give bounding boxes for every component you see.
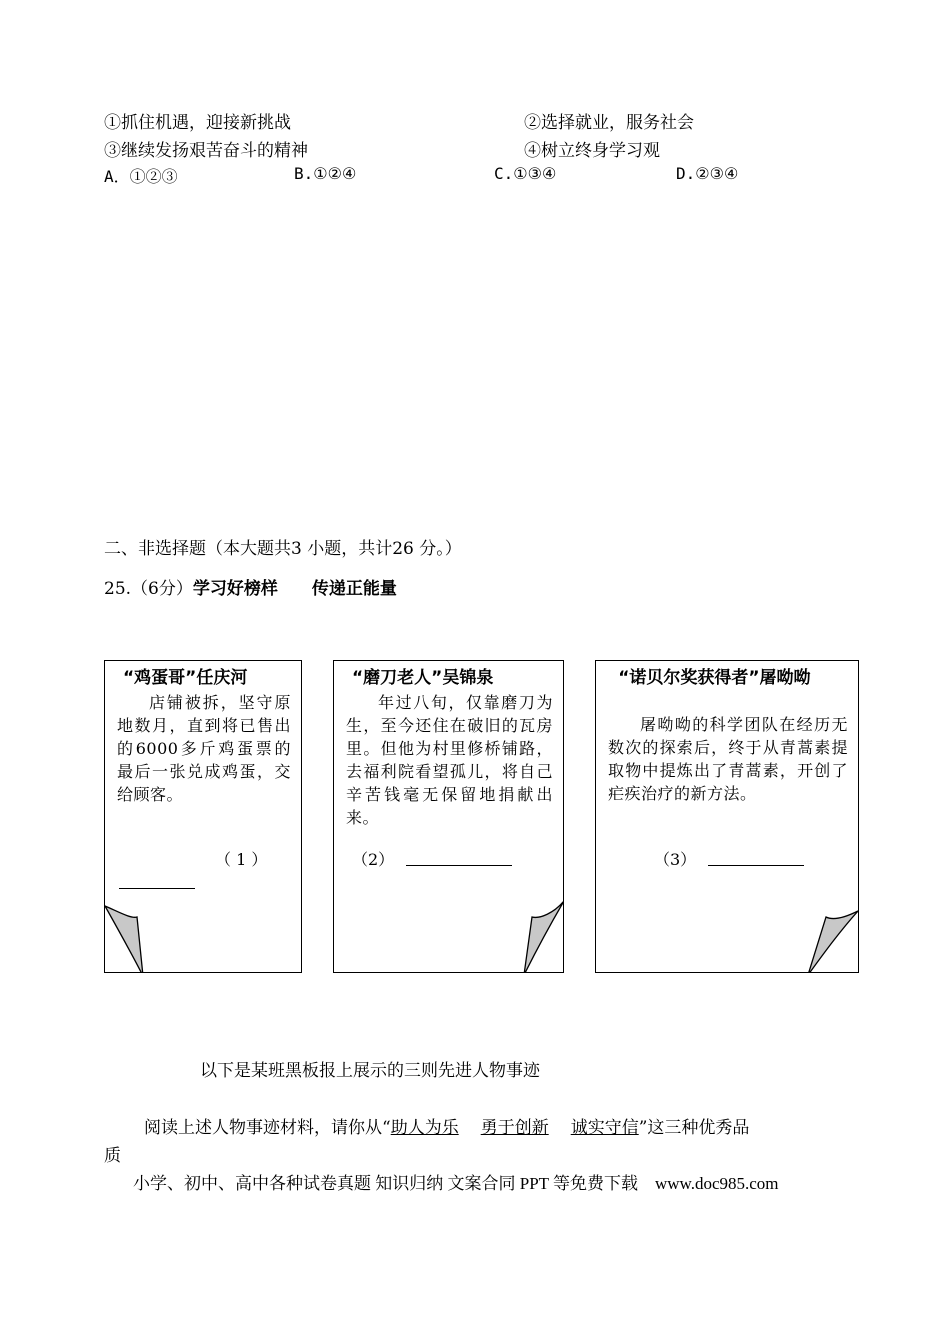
answer-blank-line[interactable]	[406, 864, 512, 866]
instruction-line	[144, 1113, 749, 1138]
option-4: ④树立终身学习观	[524, 141, 660, 161]
card-tu-youyou	[595, 660, 859, 973]
card-body: 屠呦呦的科学团队在经历无数次的探索后，终于从青蒿素提取物中提炼出了青蒿素，开创了疟疾治疗的新方法。	[608, 715, 848, 803]
page-curl-icon	[520, 899, 564, 973]
answer-a: A．①②③	[104, 167, 178, 186]
quality-honesty: 诚实守信	[570, 1118, 639, 1138]
card-title: “鸡蛋哥”任庆河	[123, 668, 248, 688]
answer-b: B.①②④	[294, 164, 357, 183]
card-wu-jinquan	[333, 660, 564, 973]
page-curl-icon	[806, 909, 859, 973]
option-2: ②选择就业，服务社会	[524, 113, 694, 133]
card-title: “磨刀老人”吴锦泉	[352, 668, 494, 688]
footer-text: 小学、初中、高中各种试卷真题 知识归纳 文案合同 PPT 等免费下载 www.doc985.com	[133, 1174, 779, 1193]
card-body: 年过八旬，仅靠磨刀为生，至今还住在破旧的瓦房里。但他为村里修桥铺路，去福利院看望孤儿，将自己辛苦钱毫无保留地捐献出来。	[346, 693, 553, 827]
option-1: ①抓住机遇，迎接新挑战	[104, 113, 291, 133]
option-3: ③继续发扬艰苦奋斗的精神	[104, 141, 308, 161]
answer-blank-line[interactable]	[708, 864, 804, 866]
instruction-suffix: ”这三种优秀品	[638, 1118, 750, 1138]
caption: 以下是某班黑板报上展示的三则先进人物事迹	[200, 1061, 540, 1081]
answer-d: D.②③④	[676, 164, 739, 183]
answer-blank-line[interactable]	[119, 887, 195, 889]
page-curl-icon	[104, 901, 153, 973]
instruction-wrap: 质	[104, 1146, 121, 1166]
answer-c: C.①③④	[494, 164, 557, 183]
card-ren-qinghe	[104, 660, 302, 973]
quality-innovation: 勇于创新	[480, 1118, 549, 1138]
question-25-heading	[104, 574, 397, 599]
answer-blank-label: （2）	[352, 850, 395, 869]
question-number: 25.（6分）	[104, 579, 193, 599]
card-title: “诺贝尔奖获得者”屠呦呦	[618, 668, 811, 688]
instruction-prefix: 阅读上述人物事迹材料，请你从“	[144, 1118, 391, 1138]
answer-blank-label: （3）	[654, 850, 697, 869]
section-heading: 二、非选择题（本大题共3 小题，共计26 分。）	[104, 539, 462, 559]
answer-blank-label: （ 1 ）	[215, 850, 268, 869]
quality-helping-others: 助人为乐	[390, 1118, 459, 1138]
question-title: 学习好榜样 传递正能量	[192, 579, 397, 599]
card-body: 店铺被拆，坚守原地数月，直到将已售出的6000多斤鸡蛋票的最后一张兑成鸡蛋，交给顾客。	[117, 693, 291, 804]
